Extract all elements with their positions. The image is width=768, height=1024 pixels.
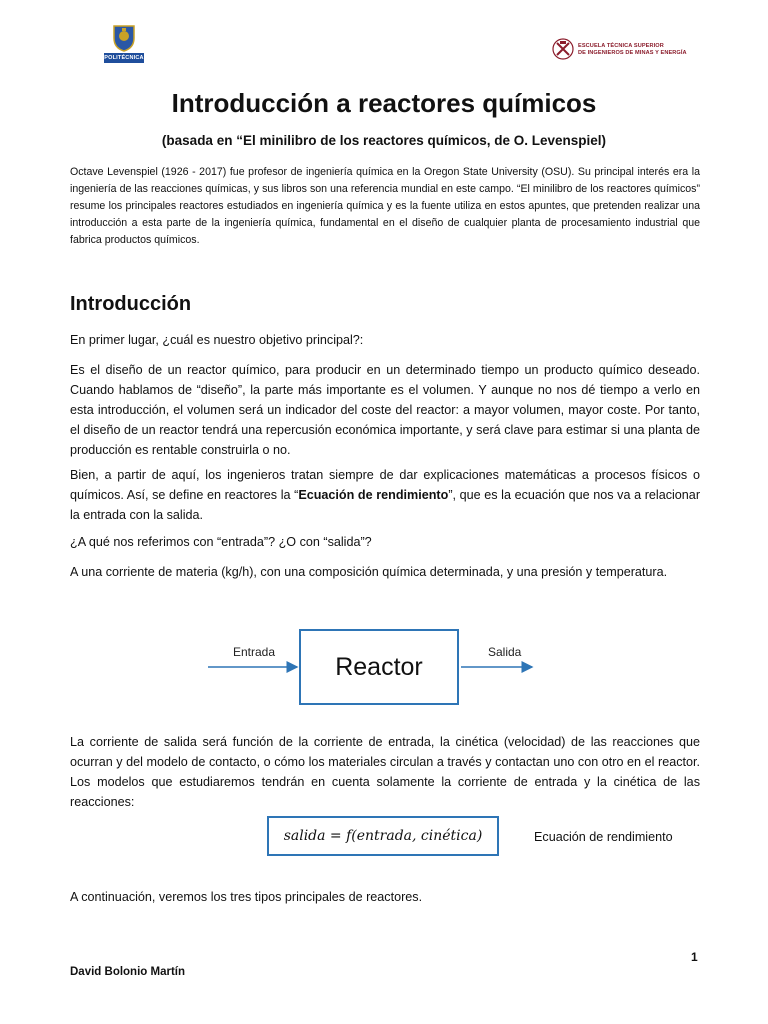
paragraph-equation-intro bbox=[70, 465, 700, 525]
paragraph-objective: En primer lugar, ¿cuál es nuestro objetivo principal?: bbox=[70, 333, 364, 347]
paragraph-output-stream: La corriente de salida será función de la corriente de entrada, la cinética (velocidad) de las reacciones que ocurran y del modelo de contacto, o cómo los materiales circulan a través y contactan uno con otro en el reactor. Los modelos que estudiaremos tendrán en cuenta solamente la corriente de entrada y la cinética de las reacciones: bbox=[70, 735, 700, 809]
logo-lines bbox=[578, 43, 687, 56]
page-number: 1 bbox=[691, 950, 698, 964]
p3-text-after: ”, que es la ecuación que nos va a relacionar la entrada con la salida. bbox=[70, 488, 701, 522]
section-heading: Introducción bbox=[70, 293, 192, 315]
crossed-hammers-icon bbox=[552, 38, 574, 60]
footer-author: David Bolonio Martín bbox=[70, 966, 185, 978]
reactor-diagram bbox=[200, 626, 540, 710]
paragraph-question: ¿A qué nos referimos con “entrada”? ¿O con “salida”? bbox=[70, 535, 372, 549]
logo-text: POLITÉCNICA bbox=[104, 55, 144, 61]
paragraph-next: A continuación, veremos los tres tipos principales de reactores. bbox=[70, 890, 423, 904]
etsi-minas-logo bbox=[552, 38, 702, 64]
document-title: Introducción a reactores químicos bbox=[171, 88, 597, 118]
reactor-box: Reactor bbox=[299, 629, 459, 705]
logo-line-1: ESCUELA TÉCNICA SUPERIOR bbox=[578, 43, 664, 49]
intro-paragraph: Octave Levenspiel (1926 - 2017) fue profesor de ingeniería química en la Oregon State University (OSU). Su principal interés era la ingeniería de las reacciones químicas, y sus libros son una referencia mundial en este campo. “El minilibro de los reactores químicos” resume los principales reactores estudiados en ingeniería química y es la fuente utiliza en estos apuntes, que pretenden realizar una introducción a esta parte de la ingeniería química, fundamental en el diseño de cualquier planta de procesamiento industrial que fabrica productos químicos. bbox=[70, 166, 700, 246]
p3-bold-term: Ecuación de rendimiento bbox=[298, 488, 449, 502]
logo-line-2: DE INGENIEROS DE MINAS Y ENERGÍA bbox=[578, 49, 687, 56]
paragraph-stream: A una corriente de materia (kg/h), con una composición química determinada, y una presión y temperatura. bbox=[70, 565, 668, 579]
output-label: Salida bbox=[488, 645, 522, 659]
shield-icon bbox=[112, 24, 136, 52]
p3-text-before: Bien, a partir de aquí, los ingenieros tratan siempre de dar explicaciones matemáticas a procesos físicos o químicos. Así, se define en reactores la “ bbox=[70, 468, 700, 502]
input-label: Entrada bbox=[233, 645, 276, 659]
equation-box: salida = f(entrada, cinética) bbox=[267, 816, 499, 856]
upm-logo bbox=[104, 24, 144, 66]
document-subtitle: (basada en “El minilibro de los reactores químicos, de O. Levenspiel) bbox=[161, 133, 607, 148]
equation-label: Ecuación de rendimiento bbox=[534, 830, 673, 844]
paragraph-design: Es el diseño de un reactor químico, para producir en un determinado tiempo un producto químico deseado. Cuando hablamos de “diseño”, la parte más importante es el volumen. Y aunque no nos dé tiempo a verlo en esta introducción, el volumen será un indicador del coste del reactor: a mayor volumen, mayor coste. Por tanto, el diseño de un reactor tendrá una repercusión económica importante, y será clave para estimar si una planta de producción es rentable construirla o no. bbox=[70, 363, 700, 457]
